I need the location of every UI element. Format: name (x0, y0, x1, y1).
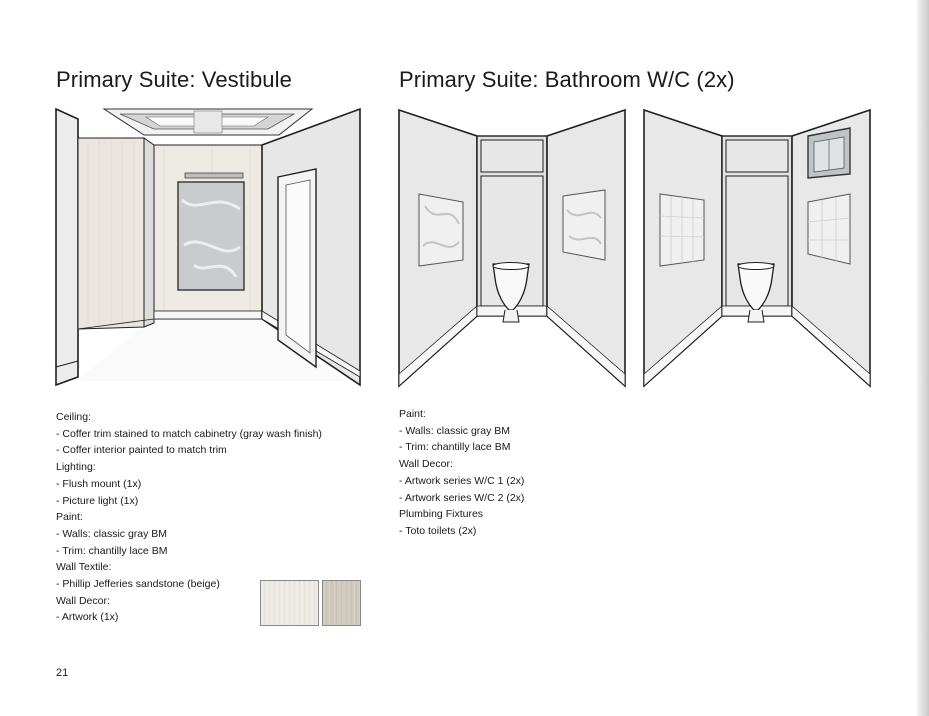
bathroom-wc-elevation-2 (642, 106, 874, 390)
spec-line: - Coffer interior painted to match trim (56, 444, 227, 457)
spec-line: - Trim: chantilly lace BM (399, 441, 511, 454)
spec-line: - Flush mount (1x) (56, 477, 142, 490)
spec-line: - Artwork series W/C 1 (2x) (399, 474, 525, 487)
spec-line: Paint: (399, 408, 426, 420)
spec-line: - Toto toilets (2x) (399, 524, 477, 537)
spec-line: - Walls: classic gray BM (399, 424, 511, 437)
spec-line: Ceiling: (56, 411, 92, 423)
spec-line: Plumbing Fixtures (399, 508, 484, 521)
spec-line: - Trim: chantilly lace BM (56, 544, 168, 557)
spec-line: - Artwork series W/C 2 (2x) (399, 491, 525, 504)
textile-swatch-light (260, 580, 319, 626)
spec-line: - Phillip Jefferies sandstone (beige) (56, 578, 220, 591)
spec-line: - Coffer trim stained to match cabinetry (gray wash finish) (56, 427, 322, 440)
bathroom-title: Primary Suite: Bathroom W/C (2x) (399, 66, 735, 92)
spec-line: Paint: (56, 511, 83, 524)
bathroom-spec-list (399, 406, 524, 540)
spec-line: Wall Decor: (56, 594, 110, 607)
spec-line: - Walls: classic gray BM (56, 527, 168, 540)
textile-swatch-beige (322, 580, 361, 626)
vestibule-elevation-drawing (54, 105, 364, 390)
spec-line: - Artwork (1x) (56, 611, 119, 624)
spec-line: Wall Textile: (56, 561, 112, 574)
spec-line: - Picture light (1x) (56, 494, 139, 507)
picture-light (185, 173, 243, 178)
bathroom-wc-elevation-1 (397, 106, 629, 390)
flush-mount-light (194, 111, 222, 133)
vestibule-title: Primary Suite: Vestibule (56, 66, 292, 92)
wc-artwork-1a (419, 194, 463, 266)
wc-artwork-2b (808, 194, 850, 264)
wc-artwork-2a (563, 190, 605, 260)
spec-line: Wall Decor: (399, 458, 453, 471)
page-edge-shadow (917, 0, 929, 716)
spec-line: Lighting: (56, 461, 96, 474)
page-number: 21 (56, 667, 69, 679)
